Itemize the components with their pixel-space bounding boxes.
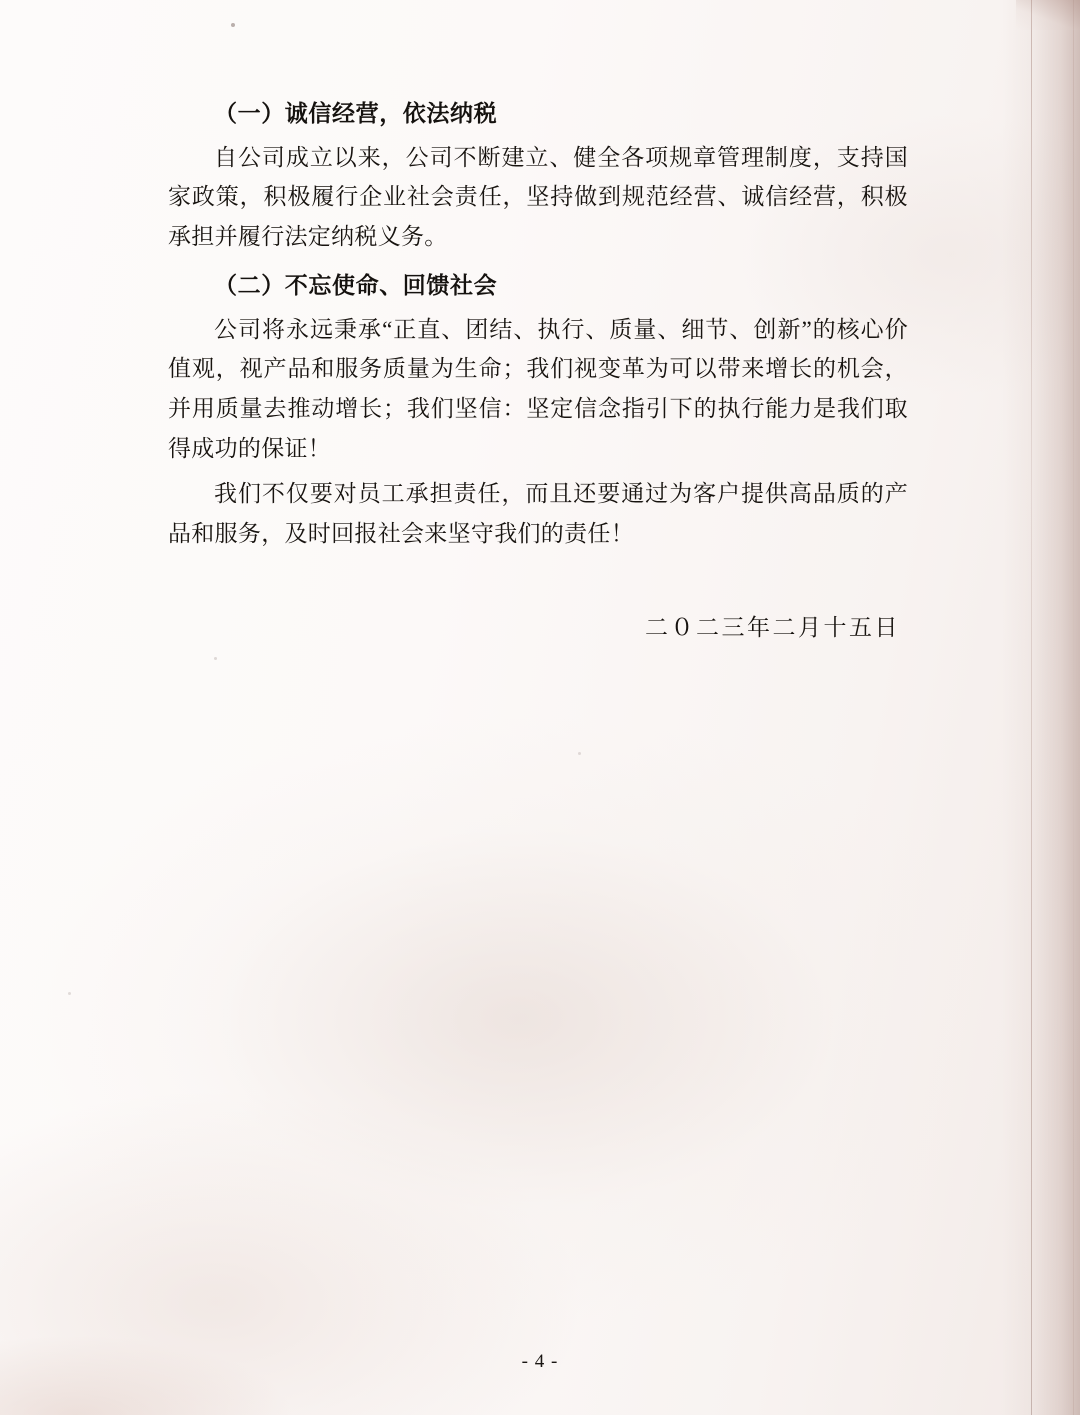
section-paragraph: 公司将永远秉承“正直、团结、执行、质量、细节、创新”的核心价值观，视产品和服务质量为生命；我们视变革为可以带来增长的机会，并用质量去推动增长；我们坚信：坚定信念指引下的执行能力是我们取得成功的保证！	[168, 316, 908, 461]
section-paragraph: 自公司成立以来，公司不断建立、健全各项规章管理制度，支持国家政策，积极履行企业社会责任，坚持做到规范经营、诚信经营，积极承担并履行法定纳税义务。	[168, 144, 908, 249]
section-2	[168, 268, 908, 553]
page-number: - 4 -	[521, 1351, 559, 1372]
section-1	[168, 96, 908, 256]
document-body	[168, 96, 908, 642]
section-heading: （二）不忘使命、回馈社会	[214, 273, 498, 299]
page-corner-fold	[1016, 0, 1080, 30]
document-date: 二０二三年二月十五日	[645, 615, 900, 641]
scan-speck	[231, 23, 235, 27]
section-heading: （一）诚信经营，依法纳税	[214, 101, 498, 126]
page-edge-shadow	[1002, 0, 1080, 1415]
page-bottom-smudge	[0, 1265, 420, 1415]
page-edge-line	[1031, 0, 1032, 1415]
scan-speck	[214, 657, 217, 660]
scan-speck	[578, 752, 581, 755]
section-paragraph: 我们不仅要对员工承担责任，而且还要通过为客户提供高品质的产品和服务，及时回报社会来坚守我们的责任！	[168, 481, 908, 546]
page-edge-line-outer	[1073, 0, 1074, 1415]
scan-speck	[68, 992, 71, 995]
